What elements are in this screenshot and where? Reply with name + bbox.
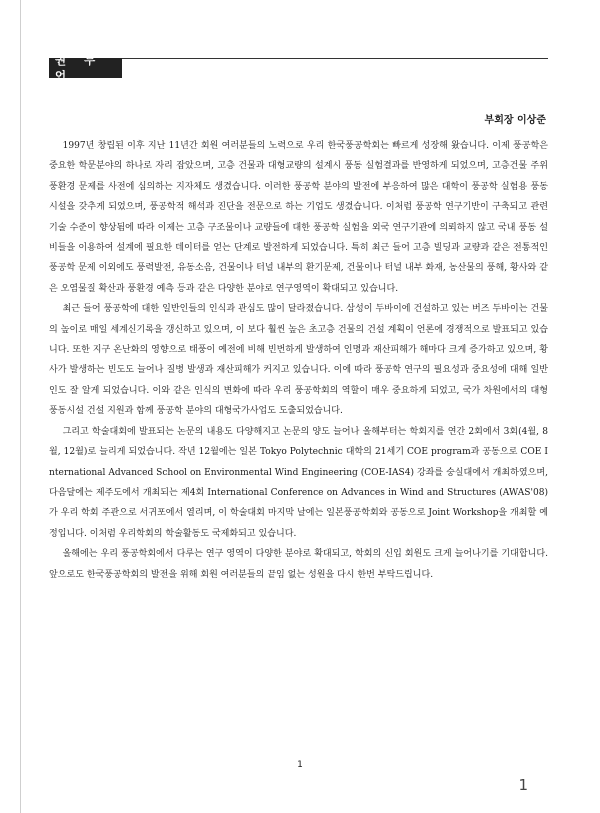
paragraph: 1997년 창립된 이후 지난 11년간 회원 여러분들의 노력으로 우리 한국풍공학회는 빠르게 성장해 왔습니다. 이제 풍공학은 중요한 학문분야의 하나로 자리 잡았으며, 고층 건물과 대형교량의 설계시 풍동 실험결과를 반영하게 되었으며, 고층건물 주위 풍환경 문제를 사전에 심의하는 지자체도 생겼습니다. 이러한 풍공학 분야의 발전에 부응하여 많은 대학이 풍공학 실험용 풍동시설을 갖추게 되었으며, 풍공학적 해석과 진단을 전문으로 하는 기업도 생겼습니다. 이처럼 풍공학 연구기반이 구축되고 관련 기술 수준이 향상됨에 따라 이제는 고층 구조물이나 교량들에 대한 풍공학 실험을 외국 연구기관에 의뢰하지 않고 국내 풍동 설비들을 이용하여 설계에 필요한 데이터를 얻는 단계로 발전하게 되었습니다. 특히 최근 들어 고층 빌딩과 교량과 같은 전통적인 풍공학 문제 이외에도 풍력발전, 유동소음, 건물이나 터널 내부의 환기문제, 건물이나 터널 내부 화재, 농산물의 풍해, 황사와 같은 오염물질 확산과 풍환경 예측 등과 같은 다양한 분야로 연구영역이 확대되고 있습니다.: [49, 141, 548, 294]
section-title: 권 두 언: [49, 58, 122, 78]
paragraph: 최근 들어 풍공학에 대한 일반인들의 인식과 관심도 많이 달라졌습니다. 삼성이 두바이에 건설하고 있는 버즈 두바이는 건물의 높이로 매일 세계신기록을 갱신하고 있으며, 이 보다 훨씬 높은 초고층 건물의 건설 계획이 언론에 경쟁적으로 발표되고 있습니다. 또한 지구 온난화의 영향으로 태풍이 예전에 비해 빈번하게 발생하여 인명과 재산피해가 해마다 크게 증가하고 있으며, 황사가 발생하는 빈도도 늘어나 질병 발생과 재산피해가 커지고 있습니다. 이에 따라 풍공학 연구의 필요성과 중요성에 대해 일반인도 잘 알게 되었습니다. 이와 같은 인식의 변화에 따라 우리 풍공학회의 역할이 매우 중요하게 되었고, 국가 차원에서의 대형 풍동시설 건설 지원과 함께 풍공학 분야의 대형국가사업도 도출되었습니다.: [49, 304, 548, 417]
header-rule: [49, 58, 548, 59]
article-body: [49, 136, 548, 585]
page-number: 1: [297, 760, 303, 770]
author-line: 부회장 이상준: [484, 115, 546, 126]
page-edge-line: [20, 0, 21, 813]
paragraph: 그리고 학술대회에 발표되는 논문의 내용도 다양해지고 논문의 양도 늘어나 올해부터는 학회지를 연간 2회에서 3회(4월, 8월, 12월)로 늘리게 되었습니다. 작년 12월에는 일본 Tokyo Polytechnic 대학의 21세기 COE program과 공동으로 COE International Advanced School on Environmental Wind Engineering (COE-IAS4) 강좌를 숭실대에서 개최하였으며, 다음달에는 제주도에서 개최되는 제4회 International Conference on Advances in Wind and Structures (AWAS'08)가 우리 학회 주관으로 서귀포에서 열리며, 이 학술대회 마지막 날에는 일본풍공학회와 공동으로 Joint Workshop을 개최할 예정입니다. 이처럼 우리학회의 학술활동도 국제화되고 있습니다.: [49, 426, 548, 539]
paragraph: 올해에는 우리 풍공학회에서 다루는 연구 영역이 다양한 분야로 확대되고, 학회의 신입 회원도 크게 늘어나기를 기대합니다. 앞으로도 한국풍공학회의 발전을 위해 회원 여러분들의 끝임 없는 성원을 다시 한번 부탁드립니다.: [49, 549, 548, 580]
corner-page-number: 1: [518, 776, 528, 794]
